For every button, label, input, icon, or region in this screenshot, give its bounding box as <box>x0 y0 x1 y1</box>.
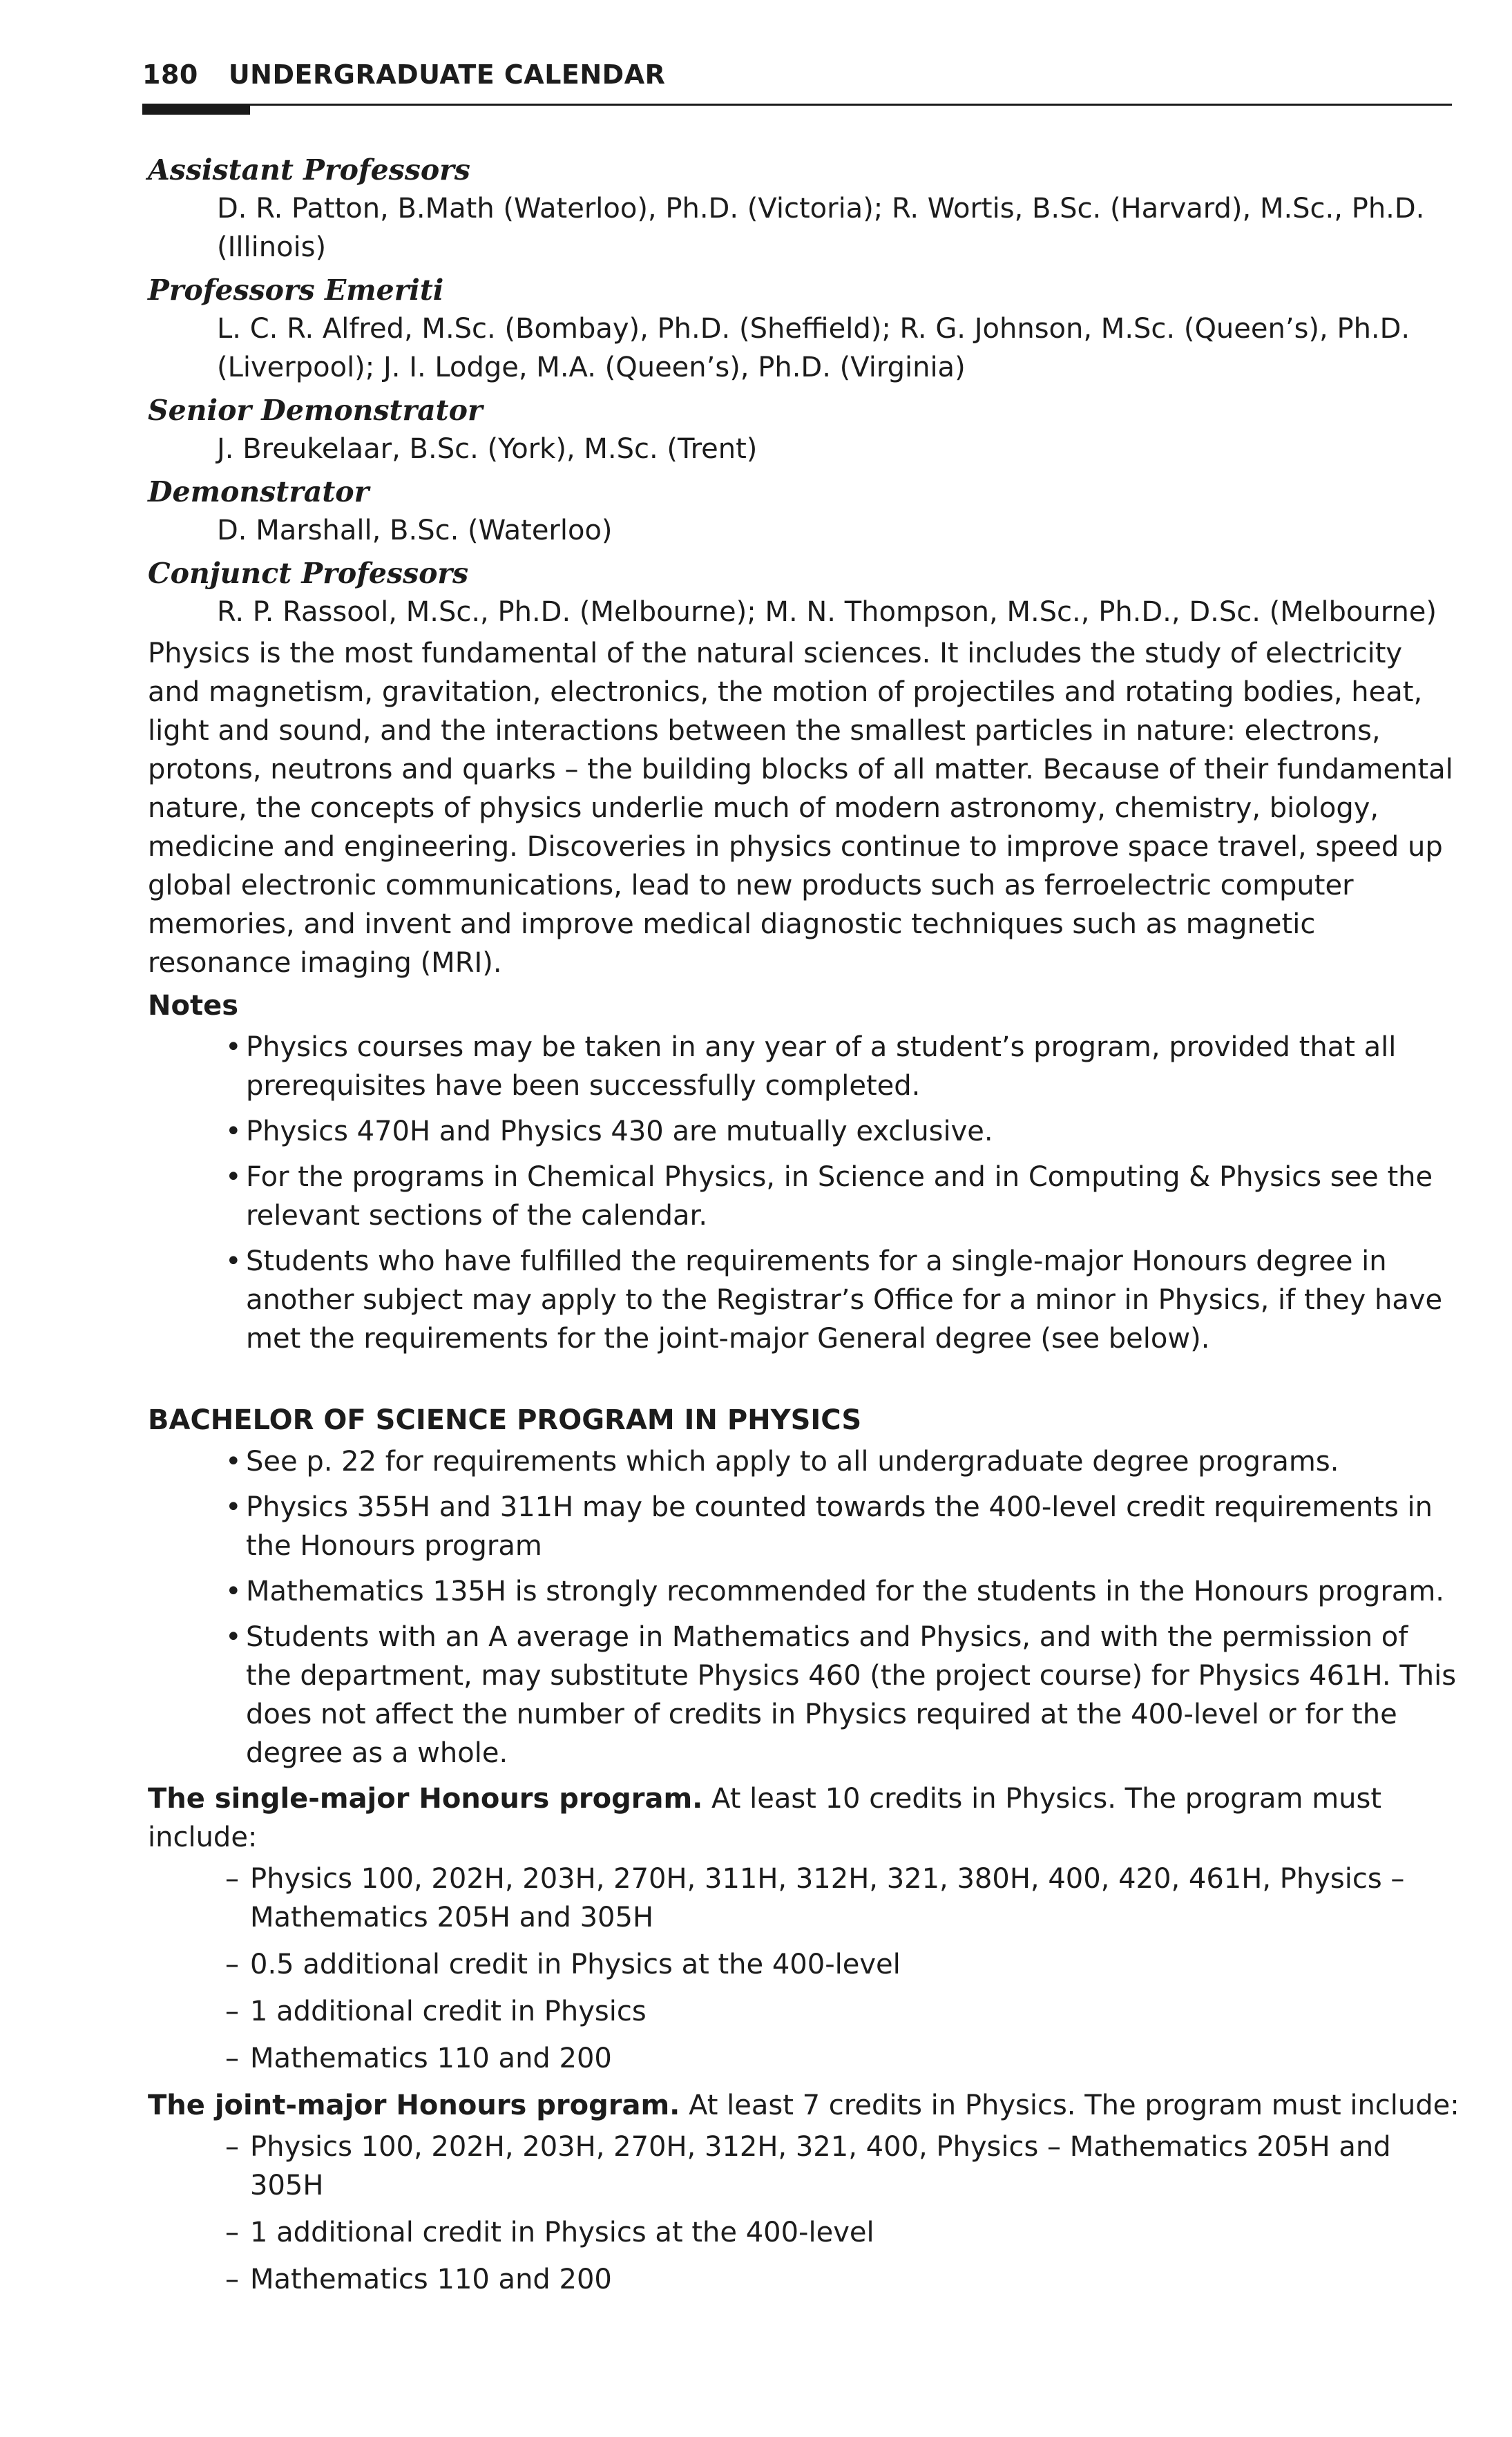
faculty-group <box>148 151 1460 267</box>
faculty-list: J. Breukelaar, B.Sc. (York), M.Sc. (Trent) <box>217 433 758 465</box>
joint-major-requirements <box>148 2128 1460 2299</box>
notes-list <box>148 1028 1460 1358</box>
list-item: – Mathematics 110 and 200 <box>225 2039 1460 2078</box>
list-item: • Physics courses may be taken in any year of a student’s program, provided that all prerequisites have been successfully completed. <box>225 1028 1460 1105</box>
faculty-list: D. R. Patton, B.Math (Waterloo), Ph.D. (Victoria); R. Wortis, B.Sc. (Harvard), M.Sc., Ph.D. (Illinois) <box>217 193 1425 263</box>
list-item: • Students with an A average in Mathematics and Physics, and with the permission of the department, may substitute Physics 460 (the project course) for Physics 461H. This does not affect the number of credits in Physics required at the 400-level or for the degree as a whole. <box>225 1618 1460 1772</box>
program-summary: At least 7 credits in Physics. The program must include: <box>689 2090 1460 2121</box>
header-rule <box>142 104 1452 106</box>
bsc-list <box>148 1442 1460 1772</box>
faculty-group <box>148 472 1460 550</box>
section-heading: BACHELOR OF SCIENCE PROGRAM IN PHYSICS <box>148 1404 862 1436</box>
joint-major-program <box>148 2086 1460 2125</box>
faculty-group <box>148 554 1460 631</box>
role-heading: Demonstrator <box>148 475 370 508</box>
page-number: 180 <box>142 59 198 90</box>
faculty-group <box>148 391 1460 468</box>
list-item: • For the programs in Chemical Physics, in Science and in Computing & Physics see the relevant sections of the calendar. <box>225 1158 1460 1235</box>
list-item: – 1 additional credit in Physics at the 400-level <box>225 2213 1460 2252</box>
faculty-list: R. P. Rassool, M.Sc., Ph.D. (Melbourne); M. N. Thompson, M.Sc., Ph.D., D.Sc. (Melbourne) <box>217 596 1437 628</box>
notes-heading: Notes <box>148 990 239 1022</box>
single-major-program <box>148 1779 1460 1857</box>
single-major-requirements <box>148 1860 1460 2078</box>
faculty-list: L. C. R. Alfred, M.Sc. (Bombay), Ph.D. (Sheffield); R. G. Johnson, M.Sc. (Queen’s), Ph.D. (Liverpool); J. I. Lodge, M.A. (Queen’s), Ph.D. (Virginia) <box>217 313 1410 383</box>
page-header <box>142 59 665 90</box>
program-title: The single-major Honours program. <box>148 1783 703 1815</box>
role-heading: Conjunct Professors <box>148 557 469 590</box>
list-item: • Students who have fulfilled the requirements for a single-major Honours degree in another subject may apply to the Registrar’s Office for a minor in Physics, if they have met the requirements for the joint-major General degree (see below). <box>225 1242 1460 1358</box>
program-summary: At least 10 credits in Physics. The program must include: <box>148 1783 1382 1853</box>
program-title: The joint-major Honours program. <box>148 2090 680 2121</box>
list-item: • Mathematics 135H is strongly recommended for the students in the Honours program. <box>225 1572 1460 1611</box>
list-item: – Mathematics 110 and 200 <box>225 2260 1460 2299</box>
faculty-group <box>148 271 1460 387</box>
list-item: – Physics 100, 202H, 203H, 270H, 312H, 321, 400, Physics – Mathematics 205H and 305H <box>225 2128 1460 2205</box>
list-item: • See p. 22 for requirements which apply to all undergraduate degree programs. <box>225 1442 1460 1481</box>
faculty-list: D. Marshall, B.Sc. (Waterloo) <box>217 515 613 546</box>
list-item: – Physics 100, 202H, 203H, 270H, 311H, 312H, 321, 380H, 400, 420, 461H, Physics – Mathematics 205H and 305H <box>225 1860 1460 1937</box>
page-body <box>148 146 1460 2307</box>
running-title: UNDERGRADUATE CALENDAR <box>228 59 666 90</box>
list-item: • Physics 355H and 311H may be counted towards the 400-level credit requirements in the Honours program <box>225 1488 1460 1565</box>
header-rule-accent <box>142 104 250 115</box>
list-item: – 0.5 additional credit in Physics at the 400-level <box>225 1945 1460 1984</box>
role-heading: Assistant Professors <box>148 153 470 187</box>
role-heading: Senior Demonstrator <box>148 394 483 427</box>
list-item: – 1 additional credit in Physics <box>225 1992 1460 2031</box>
list-item: • Physics 470H and Physics 430 are mutually exclusive. <box>225 1112 1460 1151</box>
role-heading: Professors Emeriti <box>148 274 444 307</box>
intro-paragraph: Physics is the most fundamental of the natural sciences. It includes the study of electricity and magnetism, gravitation, electronics, the motion of projectiles and rotating bodies, heat, light and sound, and the interactions between the smallest particles in nature: electrons, protons, neutrons and quarks – the building blocks of all matter. Because of their fundamental nature, the concepts of physics underlie much of modern astronomy, chemistry, biology, medicine and engineering. Discoveries in physics continue to improve space travel, speed up global electronic communications, lead to new products such as ferroelectric computer memories, and invent and improve medical diagnostic techniques such as magnetic resonance imaging (MRI). <box>148 638 1453 979</box>
